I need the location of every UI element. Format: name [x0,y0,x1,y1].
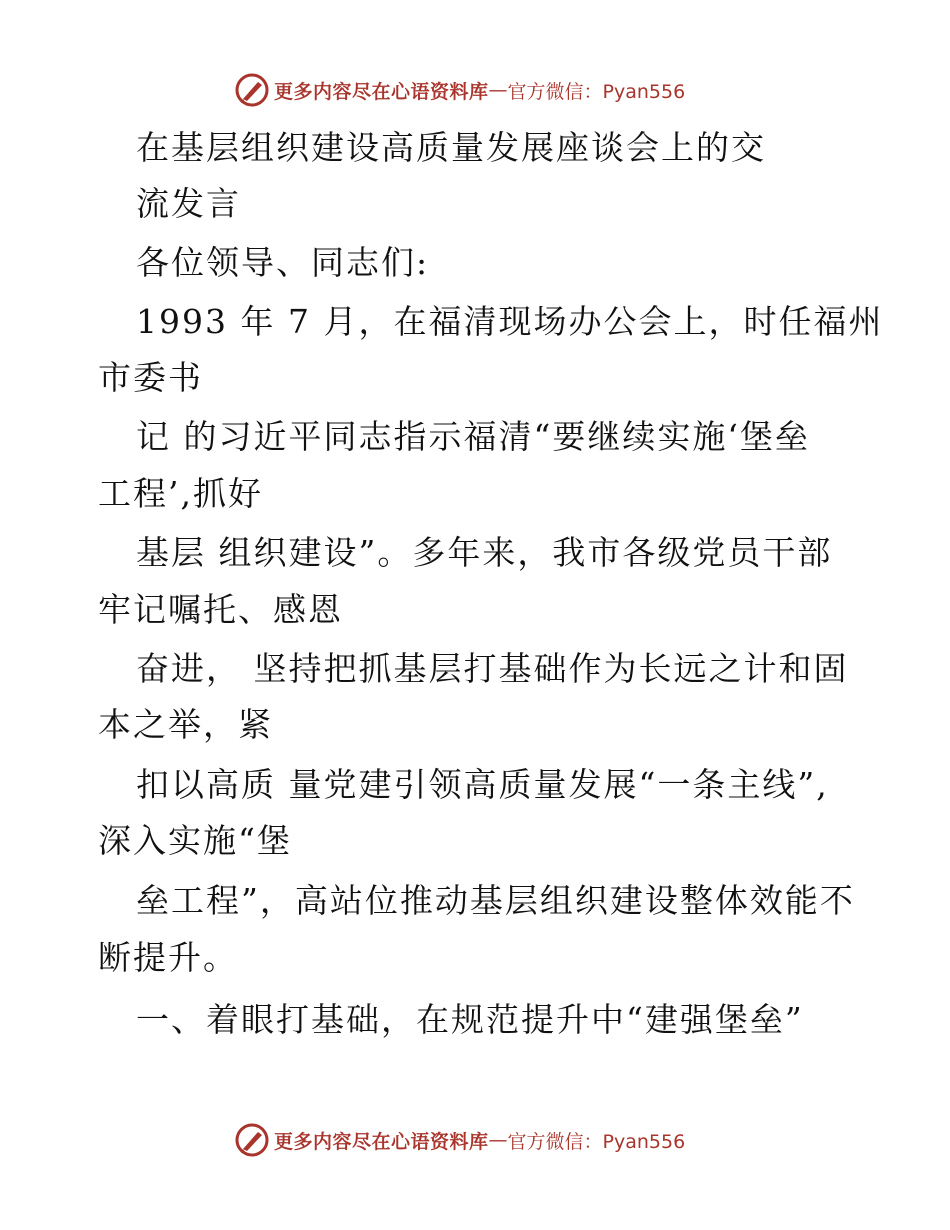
pen-circle-icon [234,72,270,108]
section-heading: 一、着眼打基础，在规范提升中“建强堡垒” [136,1000,804,1039]
title-line-2: 流发言 [136,184,241,223]
paragraph-line: 深入实施“堡 [98,821,292,860]
banner-site-name: 更多内容尽在心语资料库 [274,80,489,103]
paragraph-line: 市委书 [98,358,203,397]
paragraph-line: 1993 年 7 月，在福清现场办公会上，时任福州 [136,302,884,341]
title-line-1: 在基层组织建设高质量发展座谈会上的交 [136,128,766,167]
paragraph-line: 垒工程”，高站位推动基层组织建设整体效能不 [136,881,855,920]
salutation: 各位领导、同志们: [136,243,430,282]
paragraph-line: 扣以高质 量党建引领高质量发展“一条主线”, [136,765,829,804]
header-watermark-banner [234,70,734,110]
paragraph-line: 奋进， 坚持把抓基层打基础作为长远之计和固 [136,649,849,688]
paragraph-line: 记 的习近平同志指示福清“要继续实施‘堡垒 [136,417,810,456]
paragraph-line: 断提升。 [98,938,238,977]
banner-dash: — [488,79,508,101]
pen-circle-icon [234,1122,270,1158]
paragraph-line: 工程’,抓好 [98,474,263,513]
footer-watermark-banner [234,1120,734,1160]
paragraph-line: 牢记嘱托、感恩 [98,590,343,629]
paragraph-line: 基层 组织建设”。多年来，我市各级党员干部 [136,533,833,572]
banner-wechat: 官方微信：Pyan556 [507,80,686,103]
banner-site-name: 更多内容尽在心语资料库 [274,1130,489,1153]
banner-wechat: 官方微信：Pyan556 [507,1130,686,1153]
banner-dash: — [488,1129,508,1151]
paragraph-line: 本之举，紧 [98,705,273,744]
